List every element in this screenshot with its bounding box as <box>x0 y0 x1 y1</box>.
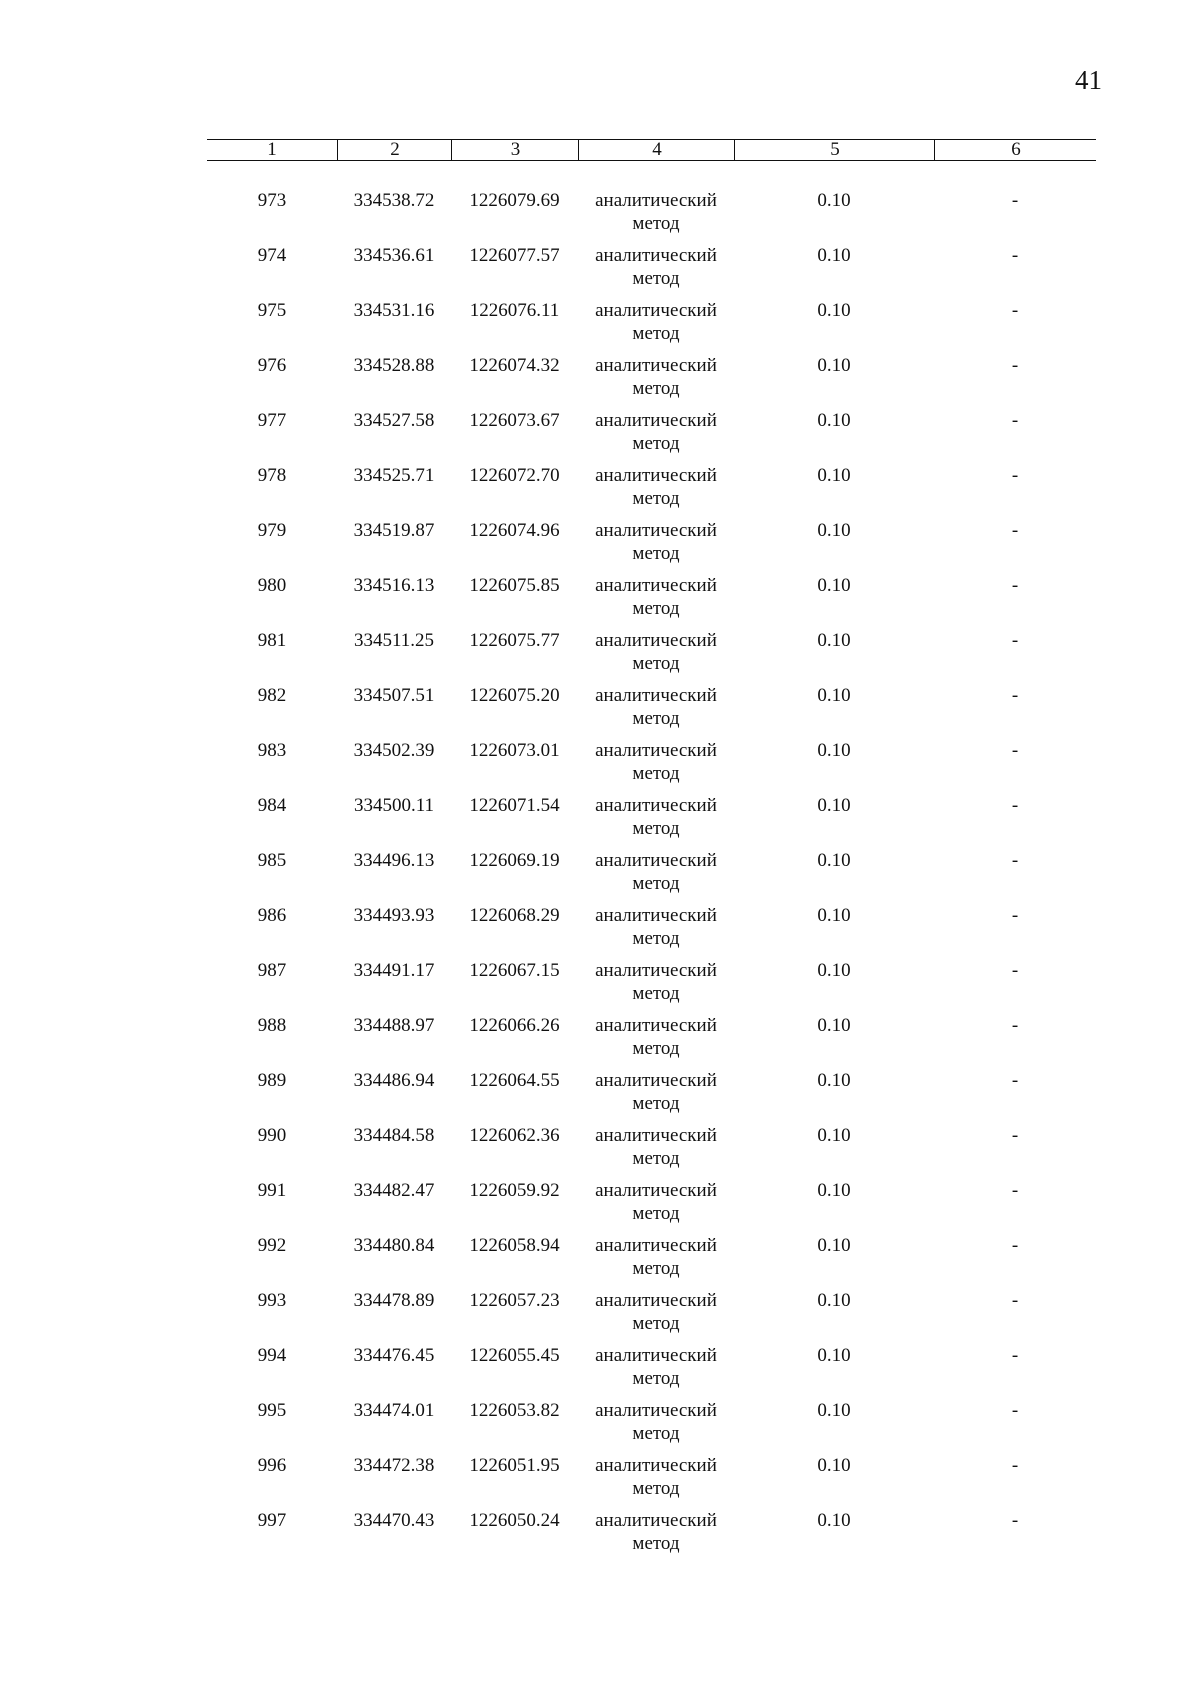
x-coordinate: 334500.11 <box>353 795 435 816</box>
x-coordinate: 334516.13 <box>353 575 435 596</box>
method-line-1: аналитический <box>595 190 717 211</box>
method-line-2: метод <box>632 1038 680 1059</box>
method-line-1: аналитический <box>595 300 717 321</box>
dash-value: - <box>1011 300 1019 321</box>
y-coordinate: 1226053.82 <box>469 1400 560 1421</box>
x-coordinate: 334531.16 <box>353 300 435 321</box>
method-line-1: аналитический <box>595 1345 717 1366</box>
point-number: 980 <box>257 575 287 596</box>
method <box>578 409 734 455</box>
accuracy-value: 0.10 <box>817 190 851 211</box>
table-row <box>207 519 1096 574</box>
method-line-2: метод <box>632 378 680 399</box>
accuracy-value: 0.10 <box>817 575 851 596</box>
point-number: 995 <box>257 1400 287 1421</box>
method <box>578 354 734 400</box>
point-number: 974 <box>257 245 287 266</box>
method <box>578 794 734 840</box>
dash-value: - <box>1011 245 1019 266</box>
x-coordinate: 334474.01 <box>353 1400 435 1421</box>
method-line-2: метод <box>632 1258 680 1279</box>
y-coordinate: 1226055.45 <box>469 1345 560 1366</box>
accuracy-value: 0.10 <box>817 245 851 266</box>
method <box>578 574 734 620</box>
table-row <box>207 1454 1096 1509</box>
method <box>578 1234 734 1280</box>
y-coordinate: 1226068.29 <box>469 905 560 926</box>
x-coordinate: 334511.25 <box>353 630 435 651</box>
dash-value: - <box>1011 465 1019 486</box>
y-coordinate: 1226071.54 <box>469 795 560 816</box>
method-line-2: метод <box>632 213 680 234</box>
point-number: 979 <box>257 520 287 541</box>
method-line-1: аналитический <box>595 960 717 981</box>
table-row <box>207 1234 1096 1289</box>
point-number: 993 <box>257 1290 287 1311</box>
point-number: 994 <box>257 1345 287 1366</box>
x-coordinate: 334470.43 <box>353 1510 435 1531</box>
page-number: 41 <box>1075 65 1102 95</box>
y-coordinate: 1226059.92 <box>469 1180 560 1201</box>
point-number: 991 <box>257 1180 287 1201</box>
dash-value: - <box>1011 1345 1019 1366</box>
table-row <box>207 739 1096 794</box>
y-coordinate: 1226077.57 <box>469 245 560 266</box>
method-line-1: аналитический <box>595 355 717 376</box>
method-line-1: аналитический <box>595 1290 717 1311</box>
point-number: 975 <box>257 300 287 321</box>
point-number: 984 <box>257 795 287 816</box>
y-coordinate: 1226069.19 <box>469 850 560 871</box>
method-line-1: аналитический <box>595 1180 717 1201</box>
method-line-2: метод <box>632 1423 680 1444</box>
table-row <box>207 959 1096 1014</box>
dash-value: - <box>1011 1180 1019 1201</box>
method <box>578 904 734 950</box>
point-number: 987 <box>257 960 287 981</box>
table-row <box>207 1399 1096 1454</box>
method-line-2: метод <box>632 653 680 674</box>
table-row <box>207 574 1096 629</box>
accuracy-value: 0.10 <box>817 1180 851 1201</box>
method <box>578 1014 734 1060</box>
method-line-2: метод <box>632 1478 680 1499</box>
y-coordinate: 1226066.26 <box>469 1015 560 1036</box>
method-line-2: метод <box>632 928 680 949</box>
dash-value: - <box>1011 410 1019 431</box>
dash-value: - <box>1011 1235 1019 1256</box>
y-coordinate: 1226062.36 <box>469 1125 560 1146</box>
x-coordinate: 334502.39 <box>353 740 435 761</box>
y-coordinate: 1226073.01 <box>469 740 560 761</box>
table-row <box>207 1179 1096 1234</box>
table-row <box>207 354 1096 409</box>
accuracy-value: 0.10 <box>817 740 851 761</box>
dash-value: - <box>1011 190 1019 211</box>
x-coordinate: 334538.72 <box>353 190 435 211</box>
header-cell-3: 3 <box>451 140 579 160</box>
method-line-2: метод <box>632 873 680 894</box>
dash-value: - <box>1011 1455 1019 1476</box>
method-line-1: аналитический <box>595 1455 717 1476</box>
accuracy-value: 0.10 <box>817 850 851 871</box>
x-coordinate: 334486.94 <box>353 1070 435 1091</box>
method <box>578 1454 734 1500</box>
dash-value: - <box>1011 520 1019 541</box>
method-line-2: метод <box>632 818 680 839</box>
method-line-2: метод <box>632 433 680 454</box>
method <box>578 299 734 345</box>
point-number: 996 <box>257 1455 287 1476</box>
table-row <box>207 409 1096 464</box>
method <box>578 1069 734 1115</box>
method-line-2: метод <box>632 1533 680 1554</box>
y-coordinate: 1226058.94 <box>469 1235 560 1256</box>
table-row <box>207 1509 1096 1564</box>
point-number: 976 <box>257 355 287 376</box>
y-coordinate: 1226075.85 <box>469 575 560 596</box>
accuracy-value: 0.10 <box>817 1510 851 1531</box>
table-row <box>207 299 1096 354</box>
method-line-1: аналитический <box>595 850 717 871</box>
method <box>578 1509 734 1555</box>
method-line-1: аналитический <box>595 630 717 651</box>
header-cell-6: 6 <box>934 140 1097 160</box>
dash-value: - <box>1011 1070 1019 1091</box>
dash-value: - <box>1011 685 1019 706</box>
y-coordinate: 1226064.55 <box>469 1070 560 1091</box>
y-coordinate: 1226079.69 <box>469 190 560 211</box>
dash-value: - <box>1011 1400 1019 1421</box>
method-line-1: аналитический <box>595 245 717 266</box>
y-coordinate: 1226073.67 <box>469 410 560 431</box>
method <box>578 849 734 895</box>
method-line-2: метод <box>632 598 680 619</box>
method <box>578 1179 734 1225</box>
header-cell-2: 2 <box>337 140 452 160</box>
point-number: 992 <box>257 1235 287 1256</box>
table-row <box>207 1124 1096 1179</box>
y-coordinate: 1226074.96 <box>469 520 560 541</box>
method <box>578 1399 734 1445</box>
x-coordinate: 334484.58 <box>353 1125 435 1146</box>
y-coordinate: 1226074.32 <box>469 355 560 376</box>
x-coordinate: 334472.38 <box>353 1455 435 1476</box>
y-coordinate: 1226075.20 <box>469 685 560 706</box>
method-line-1: аналитический <box>595 905 717 926</box>
table-body <box>207 189 1096 1564</box>
method <box>578 1344 734 1390</box>
dash-value: - <box>1011 630 1019 651</box>
method-line-2: метод <box>632 543 680 564</box>
point-number: 977 <box>257 410 287 431</box>
dash-value: - <box>1011 905 1019 926</box>
method <box>578 739 734 785</box>
method <box>578 189 734 235</box>
table-row <box>207 464 1096 519</box>
point-number: 981 <box>257 630 287 651</box>
method-line-1: аналитический <box>595 465 717 486</box>
method-line-1: аналитический <box>595 1510 717 1531</box>
y-coordinate: 1226051.95 <box>469 1455 560 1476</box>
accuracy-value: 0.10 <box>817 1345 851 1366</box>
accuracy-value: 0.10 <box>817 355 851 376</box>
method-line-2: метод <box>632 1093 680 1114</box>
accuracy-value: 0.10 <box>817 465 851 486</box>
method-line-2: метод <box>632 1148 680 1169</box>
accuracy-value: 0.10 <box>817 520 851 541</box>
accuracy-value: 0.10 <box>817 960 851 981</box>
x-coordinate: 334536.61 <box>353 245 435 266</box>
accuracy-value: 0.10 <box>817 300 851 321</box>
table-row <box>207 189 1096 244</box>
method-line-1: аналитический <box>595 1235 717 1256</box>
dash-value: - <box>1011 1510 1019 1531</box>
method-line-2: метод <box>632 1313 680 1334</box>
x-coordinate: 334507.51 <box>353 685 435 706</box>
dash-value: - <box>1011 850 1019 871</box>
point-number: 978 <box>257 465 287 486</box>
method-line-2: метод <box>632 983 680 1004</box>
dash-value: - <box>1011 1125 1019 1146</box>
x-coordinate: 334496.13 <box>353 850 435 871</box>
x-coordinate: 334478.89 <box>353 1290 435 1311</box>
method <box>578 959 734 1005</box>
point-number: 988 <box>257 1015 287 1036</box>
method-line-1: аналитический <box>595 520 717 541</box>
dash-value: - <box>1011 1290 1019 1311</box>
point-number: 997 <box>257 1510 287 1531</box>
point-number: 982 <box>257 685 287 706</box>
point-number: 989 <box>257 1070 287 1091</box>
y-coordinate: 1226057.23 <box>469 1290 560 1311</box>
table-header <box>207 139 1096 161</box>
method <box>578 464 734 510</box>
dash-value: - <box>1011 1015 1019 1036</box>
method-line-2: метод <box>632 488 680 509</box>
table-row <box>207 1289 1096 1344</box>
method-line-2: метод <box>632 763 680 784</box>
method <box>578 684 734 730</box>
method-line-2: метод <box>632 1203 680 1224</box>
accuracy-value: 0.10 <box>817 905 851 926</box>
method-line-1: аналитический <box>595 740 717 761</box>
method-line-1: аналитический <box>595 1400 717 1421</box>
x-coordinate: 334493.93 <box>353 905 435 926</box>
point-number: 973 <box>257 190 287 211</box>
dash-value: - <box>1011 740 1019 761</box>
accuracy-value: 0.10 <box>817 1235 851 1256</box>
dash-value: - <box>1011 355 1019 376</box>
point-number: 983 <box>257 740 287 761</box>
x-coordinate: 334527.58 <box>353 410 435 431</box>
dash-value: - <box>1011 575 1019 596</box>
method-line-2: метод <box>632 268 680 289</box>
method-line-2: метод <box>632 708 680 729</box>
method <box>578 244 734 290</box>
x-coordinate: 334476.45 <box>353 1345 435 1366</box>
dash-value: - <box>1011 795 1019 816</box>
method-line-1: аналитический <box>595 1015 717 1036</box>
accuracy-value: 0.10 <box>817 410 851 431</box>
x-coordinate: 334491.17 <box>353 960 435 981</box>
table-row <box>207 1069 1096 1124</box>
method-line-1: аналитический <box>595 1070 717 1091</box>
point-number: 985 <box>257 850 287 871</box>
accuracy-value: 0.10 <box>817 685 851 706</box>
x-coordinate: 334480.84 <box>353 1235 435 1256</box>
y-coordinate: 1226050.24 <box>469 1510 560 1531</box>
method <box>578 629 734 675</box>
method-line-2: метод <box>632 323 680 344</box>
method <box>578 1289 734 1335</box>
table-row <box>207 1344 1096 1399</box>
table-row <box>207 904 1096 959</box>
method-line-1: аналитический <box>595 410 717 431</box>
accuracy-value: 0.10 <box>817 1125 851 1146</box>
x-coordinate: 334525.71 <box>353 465 435 486</box>
y-coordinate: 1226067.15 <box>469 960 560 981</box>
table-row <box>207 849 1096 904</box>
point-number: 990 <box>257 1125 287 1146</box>
header-cell-4: 4 <box>578 140 735 160</box>
accuracy-value: 0.10 <box>817 1455 851 1476</box>
method-line-1: аналитический <box>595 795 717 816</box>
accuracy-value: 0.10 <box>817 630 851 651</box>
y-coordinate: 1226072.70 <box>469 465 560 486</box>
header-cell-5: 5 <box>734 140 935 160</box>
x-coordinate: 334528.88 <box>353 355 435 376</box>
y-coordinate: 1226075.77 <box>469 630 560 651</box>
method-line-1: аналитический <box>595 1125 717 1146</box>
accuracy-value: 0.10 <box>817 1400 851 1421</box>
table-row <box>207 794 1096 849</box>
x-coordinate: 334519.87 <box>353 520 435 541</box>
accuracy-value: 0.10 <box>817 1290 851 1311</box>
coordinates-table <box>207 139 1096 1564</box>
accuracy-value: 0.10 <box>817 1015 851 1036</box>
table-row <box>207 1014 1096 1069</box>
y-coordinate: 1226076.11 <box>469 300 560 321</box>
method-line-2: метод <box>632 1368 680 1389</box>
x-coordinate: 334488.97 <box>353 1015 435 1036</box>
point-number: 986 <box>257 905 287 926</box>
table-row <box>207 629 1096 684</box>
method-line-1: аналитический <box>595 575 717 596</box>
method <box>578 1124 734 1170</box>
method <box>578 519 734 565</box>
table-row <box>207 244 1096 299</box>
header-cell-1: 1 <box>267 139 277 160</box>
accuracy-value: 0.10 <box>817 1070 851 1091</box>
x-coordinate: 334482.47 <box>353 1180 435 1201</box>
accuracy-value: 0.10 <box>817 795 851 816</box>
dash-value: - <box>1011 960 1019 981</box>
method-line-1: аналитический <box>595 685 717 706</box>
table-row <box>207 684 1096 739</box>
